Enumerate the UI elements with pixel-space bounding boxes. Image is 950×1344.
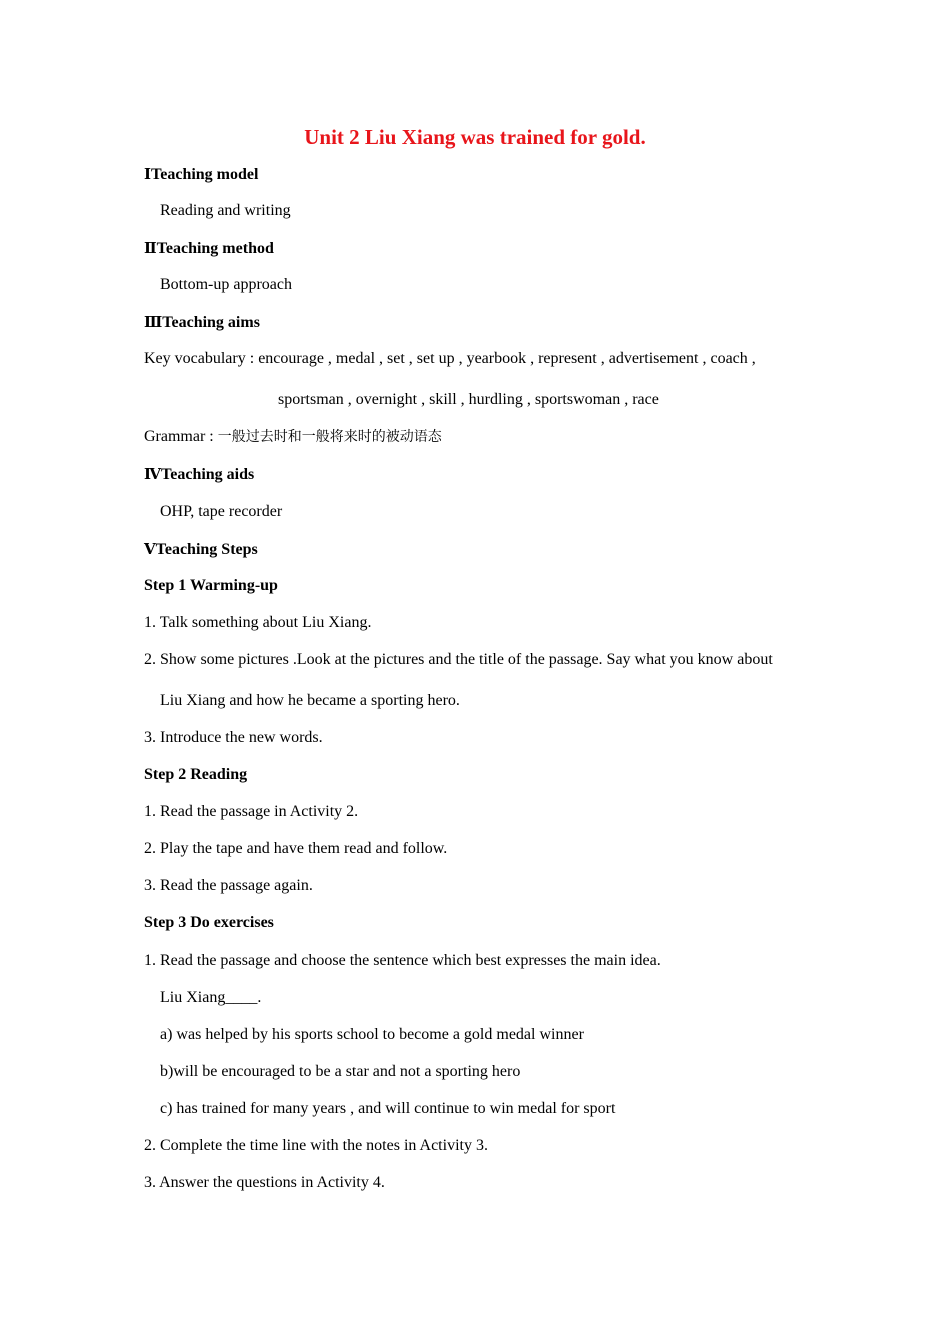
step2-item-1: 1. Read the passage in Activity 2. xyxy=(144,803,359,820)
section-heading-teaching-aids xyxy=(144,464,254,485)
section-heading-text: Teaching model xyxy=(151,166,259,183)
section-heading-teaching-method xyxy=(144,238,274,259)
teaching-aids-text: OHP, tape recorder xyxy=(160,503,283,520)
key-vocabulary-words-continued: sportsman , overnight , skill , hurdling , sportswoman , race xyxy=(278,391,659,408)
option-b: b)will be encouraged to be a star and not a sporting hero xyxy=(160,1063,521,1080)
key-vocabulary-words: encourage , medal , set , set up , yearbook , represent , advertisement , coach , xyxy=(258,350,756,367)
step2-heading: Step 2 Reading xyxy=(144,766,248,783)
step3-heading: Step 3 Do exercises xyxy=(144,914,274,931)
step2-item-2: 2. Play the tape and have them read and follow. xyxy=(144,840,448,857)
section-heading-text: Teaching Steps xyxy=(155,541,258,558)
grammar-text: 一般过去时和一般将来时的被动语态 xyxy=(217,429,442,445)
section-heading-teaching-aims xyxy=(144,312,260,333)
step1-item-2-continued: Liu Xiang and how he became a sporting hero. xyxy=(160,692,460,709)
step1-item-3: 3. Introduce the new words. xyxy=(144,729,323,746)
step2-item-3: 3. Read the passage again. xyxy=(144,877,313,894)
step3-item-1: 1. Read the passage and choose the sentence which best expresses the main idea. xyxy=(144,952,661,969)
question-stem: Liu Xiang____. xyxy=(160,989,262,1006)
section-heading-teaching-steps xyxy=(144,539,258,560)
step1-item-2: 2. Show some pictures .Look at the pictures and the title of the passage. Say what you know about xyxy=(144,651,773,668)
section-heading-teaching-model xyxy=(144,164,258,185)
key-vocabulary-line xyxy=(144,349,756,369)
teaching-method-text: Bottom-up approach xyxy=(160,276,292,293)
document-title: Unit 2 Liu Xiang was trained for gold. xyxy=(304,125,646,149)
section-numeral: Ⅴ xyxy=(144,540,156,558)
section-numeral: Ⅰ xyxy=(144,165,152,183)
section-heading-text: Teaching method xyxy=(156,240,274,257)
teaching-model-text: Reading and writing xyxy=(160,202,291,219)
step3-item-3: 3. Answer the questions in Activity 4. xyxy=(144,1174,385,1191)
step3-item-2: 2. Complete the time line with the notes in Activity 3. xyxy=(144,1137,488,1154)
option-a: a) was helped by his sports school to become a gold medal winner xyxy=(160,1026,584,1043)
step1-heading: Step 1 Warming-up xyxy=(144,577,278,594)
grammar-label: Grammar : xyxy=(144,428,218,445)
section-numeral: Ⅲ xyxy=(144,313,163,331)
section-numeral: Ⅳ xyxy=(144,465,162,483)
section-heading-text: Teaching aims xyxy=(162,314,260,331)
option-c: c) has trained for many years , and will continue to win medal for sport xyxy=(160,1100,616,1117)
grammar-line xyxy=(144,427,442,447)
step1-item-1: 1. Talk something about Liu Xiang. xyxy=(144,614,372,631)
section-numeral: Ⅱ xyxy=(144,239,157,257)
section-heading-text: Teaching aids xyxy=(161,466,255,483)
key-vocabulary-label: Key vocabulary : xyxy=(144,350,255,367)
